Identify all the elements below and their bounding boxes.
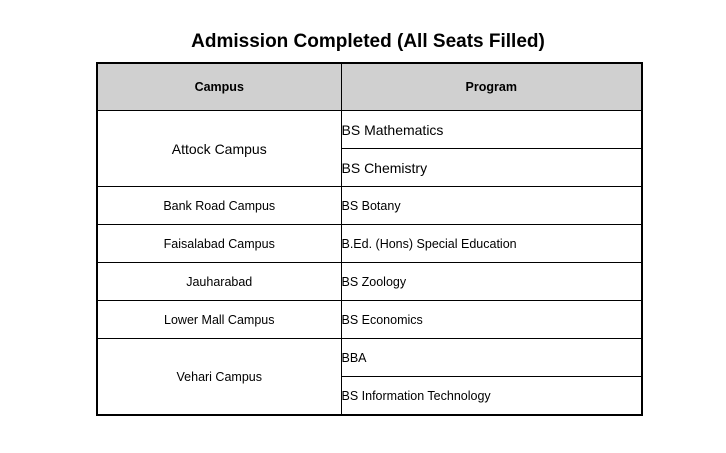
table-header-row (97, 63, 642, 111)
program-column-header: Program (341, 63, 642, 111)
program-cell: BS Economics (341, 301, 642, 339)
page-title: Admission Completed (All Seats Filled) (191, 31, 545, 52)
campus-cell: Attock Campus (97, 111, 341, 187)
table-row (97, 263, 642, 301)
table-row (97, 339, 642, 377)
table-row (97, 187, 642, 225)
program-cell: B.Ed. (Hons) Special Education (341, 225, 642, 263)
program-cell: BS Information Technology (341, 377, 642, 416)
table-row (97, 225, 642, 263)
table-row (97, 111, 642, 149)
program-cell: BBA (341, 339, 642, 377)
program-cell: BS Zoology (341, 263, 642, 301)
campus-cell: Vehari Campus (97, 339, 341, 416)
campus-cell: Bank Road Campus (97, 187, 341, 225)
program-cell: BS Chemistry (341, 149, 642, 187)
campus-cell: Jauharabad (97, 263, 341, 301)
campus-cell: Faisalabad Campus (97, 225, 341, 263)
program-cell: BS Mathematics (341, 111, 642, 149)
campus-column-header: Campus (97, 63, 341, 111)
admission-table (96, 62, 643, 416)
table-row (97, 301, 642, 339)
campus-cell: Lower Mall Campus (97, 301, 341, 339)
program-cell: BS Botany (341, 187, 642, 225)
